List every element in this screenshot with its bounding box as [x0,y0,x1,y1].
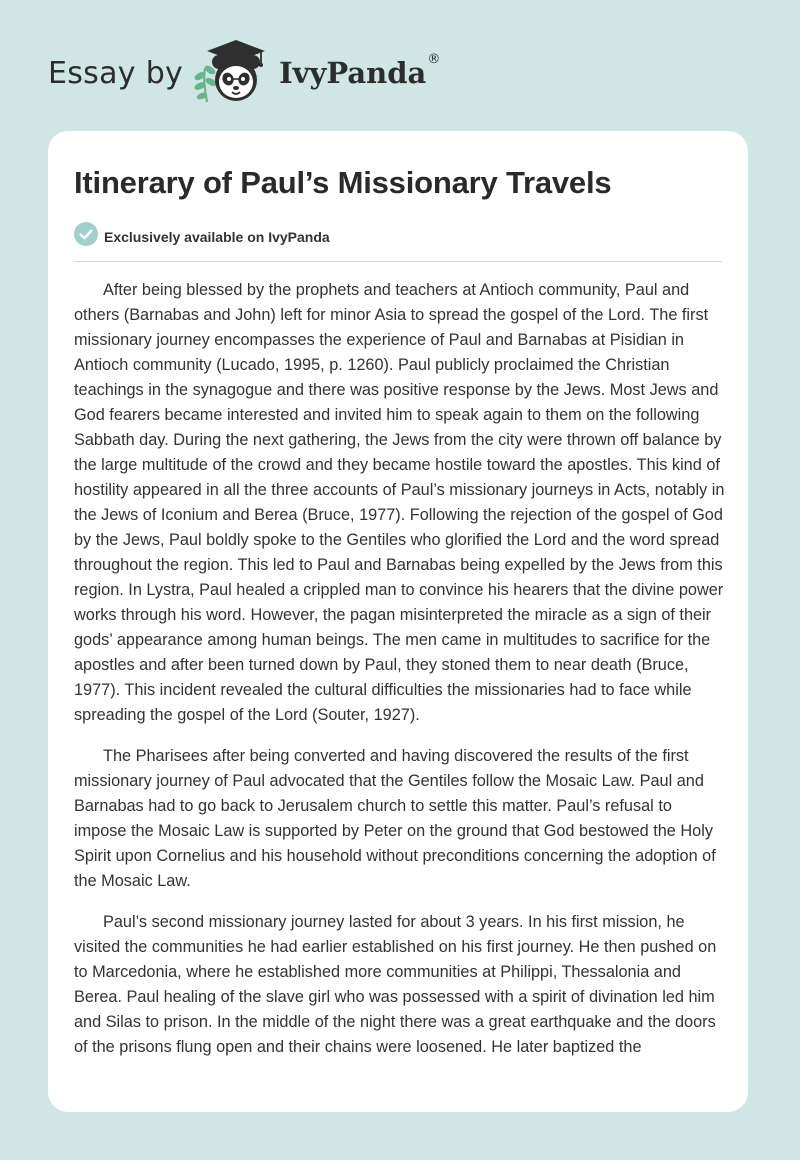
site-header [48,38,440,108]
divider [74,261,722,262]
panda-logo-icon[interactable] [193,36,275,111]
brand-name[interactable]: IvyPanda [279,56,427,90]
exclusive-badge [74,222,330,251]
paragraph: Paul’s second missionary journey lasted for about 3 years. In his first mission, he visited the communities he had earlier established on his first journey. He then pushed on to Marcedonia, where he established more communities at Philippi, Thessalonia and Berea. Paul healing of the slave girl who was possessed with a spirit of divination led him and Silas to prison. In the middle of the night there was a great earthquake and the doors of the prisons flung open and their chains were loosened. He later baptized the [74,913,717,1056]
essay-title: Itinerary of Paul’s Missionary Travels [74,165,612,200]
paragraph: The Pharisees after being converted and having discovered the results of the first missionary journey of Paul advocated that the Gentiles follow the Mosaic Law. Paul and Barnabas had to go back to Jerusalem church to settle this matter. Paul’s refusal to impose the Mosaic Law is supported by Peter on the ground that God bestowed the Holy Spirit upon Cornelius and his household without preconditions concerning the adoption of the Mosaic Law. [74,747,716,890]
check-circle-icon [74,222,98,251]
paragraph: After being blessed by the prophets and teachers at Antioch community, Paul and others (Barnabas and John) left for minor Asia to spread the gospel of the Lord. The first missionary journey encompasses the experience of Paul and Barnabas at Pisidian in Antioch community (Lucado, 1995, p. 1260). Paul publicly proclaimed the Christian teachings in the synagogue and there was positive response by the Jews. Most Jews and God fearers became interested and invited him to speak again to them on the following Sabbath day. During the next gathering, the Jews from the city were thrown off balance by the large multitude of the crowd and they became hostile toward the apostles. This kind of hostility appeared in all the three accounts of Paul’s missionary journeys in Acts, notably in the Jews of Iconium and Berea (Bruce, 1977). Following the rejection of the gospel of God by the Jews, Paul boldly spoke to the Gentiles who glorified the Lord and the word spread throughout the region. This led to Paul and Barnabas being expelled by the Jews from this region. In Lystra, Paul healed a crippled man to convince his hearers that the divine power works through his word. However, the pagan misinterpreted the miracle as a sign of their gods’ appearance among human beings. The men came in multitudes to sacrifice for the apostles and after been turned down by Paul, they stoned them to near death (Bruce, 1977). This incident revealed the cultural difficulties the missionaries had to face while spreading the gospel of the Lord (Souter, 1927). [74,281,725,724]
essay-body [74,278,726,1076]
exclusive-badge-label: Exclusively available on IvyPanda [104,228,330,245]
essay-card [48,131,748,1112]
brand-prefix: Essay by [48,55,184,91]
registered-mark: ® [427,52,441,67]
